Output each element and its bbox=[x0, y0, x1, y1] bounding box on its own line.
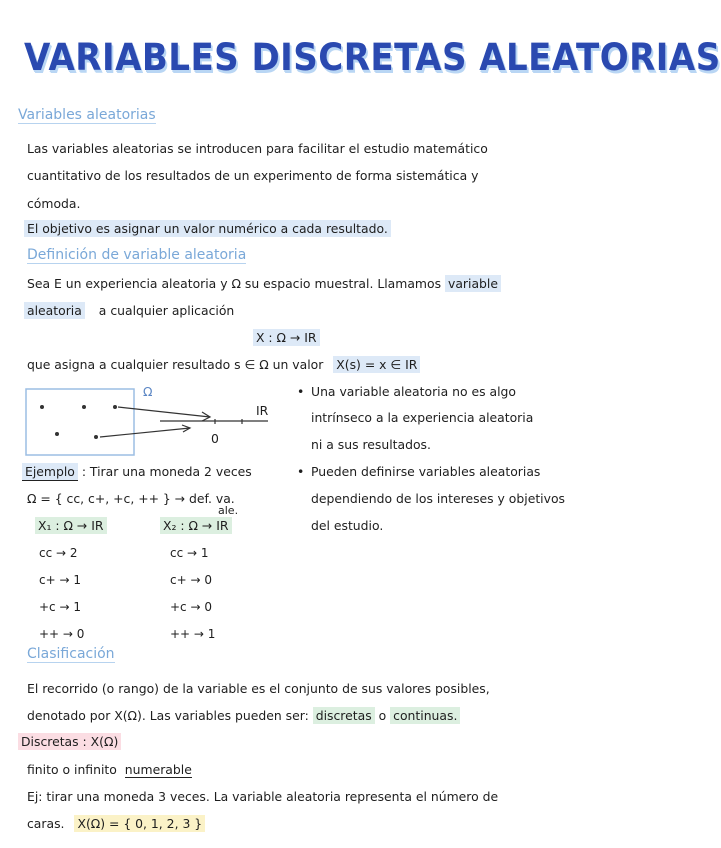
objective-highlight: El objetivo es asignar un valor numérico a cada resultado. bbox=[24, 220, 391, 237]
paragraph-line: cuantitativo de los resultados de un experimento de forma sistemática y bbox=[27, 168, 479, 183]
paragraph-line: Ej: tirar una moneda 3 veces. La variable aleatoria representa el número de bbox=[27, 789, 499, 804]
mapping-diagram bbox=[20, 384, 290, 464]
x1-header: X₁ : Ω → IR bbox=[35, 517, 107, 534]
connector-text: o bbox=[378, 708, 387, 723]
paragraph-line: cómoda. bbox=[27, 196, 81, 211]
formula-highlight: X : Ω → IR bbox=[253, 329, 320, 346]
x2-row: c+ → 0 bbox=[170, 573, 212, 587]
x2-row: ++ → 1 bbox=[170, 627, 216, 641]
numerable-term: numerable bbox=[124, 762, 192, 777]
continuas-highlight: continuas. bbox=[390, 707, 460, 724]
bullet-line: ni a sus resultados. bbox=[311, 437, 431, 452]
discretas-highlight: discretas bbox=[313, 707, 375, 724]
paragraph-line: caras. bbox=[27, 816, 65, 831]
term-highlight: variable bbox=[445, 275, 501, 292]
zero-label: 0 bbox=[211, 431, 219, 446]
sample-space: Ω = { cc, c+, +c, ++ } → def. va. bbox=[27, 491, 235, 506]
paragraph-line: a cualquier aplicación bbox=[98, 303, 235, 318]
range-highlight: X(Ω) = { 0, 1, 2, 3 } bbox=[74, 815, 205, 832]
example-text: : Tirar una moneda 2 veces bbox=[81, 464, 252, 479]
bullet-line: del estudio. bbox=[311, 518, 384, 533]
section-heading-definition: Definición de variable aleatoria bbox=[27, 247, 247, 263]
paragraph-line: finito o infinito bbox=[27, 762, 117, 777]
ale-note: ale. bbox=[218, 504, 239, 517]
page-title: VARIABLES DISCRETAS ALEATORIAS bbox=[24, 36, 721, 79]
ir-label: IR bbox=[256, 403, 269, 418]
paragraph-line: denotado por X(Ω). Las variables pueden ser: bbox=[27, 708, 309, 723]
x2-header: X₂ : Ω → IR bbox=[160, 517, 232, 534]
formula-highlight: X(s) = x ∈ IR bbox=[333, 356, 420, 373]
x1-row: cc → 2 bbox=[39, 546, 78, 560]
x2-row: cc → 1 bbox=[170, 546, 209, 560]
omega-label: Ω bbox=[143, 384, 153, 399]
bullet-dot: • bbox=[297, 464, 305, 479]
bullet-line: dependiendo de los intereses y objetivos bbox=[311, 491, 565, 506]
bullet-line: Pueden definirse variables aleatorias bbox=[311, 464, 541, 479]
discretas-label: Discretas : X(Ω) bbox=[18, 733, 121, 750]
x1-row: c+ → 1 bbox=[39, 573, 81, 587]
x2-row: +c → 0 bbox=[170, 600, 212, 614]
paragraph-line: Sea E un experiencia aleatoria y Ω su espacio muestral. Llamamos bbox=[27, 276, 442, 291]
x1-row: ++ → 0 bbox=[39, 627, 85, 641]
paragraph-line: El recorrido (o rango) de la variable es el conjunto de sus valores posibles, bbox=[27, 681, 490, 696]
x1-row: +c → 1 bbox=[39, 600, 81, 614]
bullet-line: intrínseco a la experiencia aleatoria bbox=[311, 410, 534, 425]
bullet-line: Una variable aleatoria no es algo bbox=[311, 384, 517, 399]
term-highlight: aleatoria bbox=[24, 302, 85, 319]
section-heading-variables: Variables aleatorias bbox=[18, 107, 156, 123]
section-heading-classification: Clasificación bbox=[27, 646, 115, 662]
example-label: Ejemplo bbox=[22, 463, 78, 481]
bullet-dot: • bbox=[297, 384, 305, 399]
paragraph-line: Las variables aleatorias se introducen para facilitar el estudio matemático bbox=[27, 141, 488, 156]
paragraph-line: que asigna a cualquier resultado s ∈ Ω un valor bbox=[27, 357, 324, 372]
